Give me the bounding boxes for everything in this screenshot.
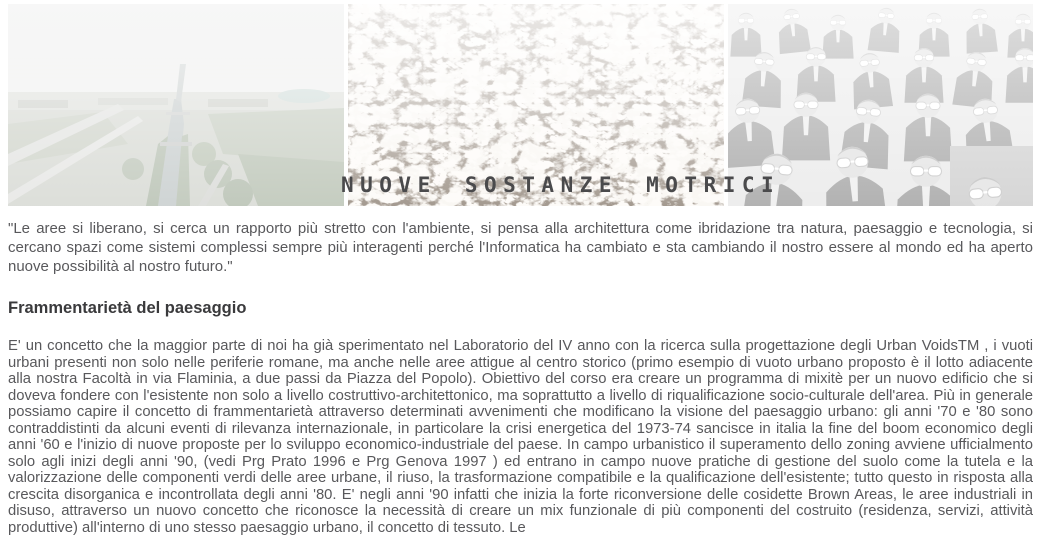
- aerial-cityscape-photo: [8, 4, 344, 206]
- intro-quote: "Le aree si liberano, si cerca un rapporto più stretto con l'ambiente, si pensa alla architettura come ibridazione tra natura, paesaggio e tecnologia, si cercano spazi come sistemi complessi sempre più interagenti perché l'Informatica ha cambiato e sta cambiando il nostro essere al mondo ed ha aperto nuove possibilità al nostro futuro.": [8, 220, 1033, 275]
- page: [0, 4, 1041, 536]
- section-body-paragraph: E' un concetto che la maggior parte di noi ha già sperimentato nel Laboratorio del IV anno con la ricerca sulla progettazione degli Urban VoidsTM , i vuoti urbani presenti non solo nelle periferie romane, ma anche nelle aree attigue al centro storico (primo esempio di vuoto urbano proposto è il lotto adiacente alla nostra Facoltà in via Flaminia, a due passi da Piazza del Popolo). Obiettivo del corso era creare un programma di mixitè per un nuovo edificio che si doveva fondere con l'esistente non solo a livello costruttivo-architettonico, ma soprattutto a livello di riqualificazione socio-culturale dell'area. Più in generale possiamo capire il concetto di frammentarietà attraverso determinati avvenimenti che modificano la visione del paesaggio urbano: gli anni '70 e '80 sono contraddistinti da alcuni eventi di rilevanza internazionale, in particolare la crisi energetica del 1973-74 sancisce in italia la fine del boom economico degli anni '60 e l'inizio di nuove proposte per lo sviluppo economico-industriale del paese. In campo urbanistico il superamento dello zoning avviene ufficialmento solo agli inizi degli anni '90, (vedi Prg Prato 1996 e Prg Genova 1997 ) ed entrano in campo nuove pratiche di gestione del suolo come la tutela e la valorizzazione delle componenti verdi delle aree urbane, il riuso, la trasformazione compatibile e la qualificazione dell'esistente; tutto questo in risposta alla crescita disorganica e incontrollata degli anni '80. E' negli anni '90 infatti che inizia la forte riconversione delle cosidette Brown Areas, le aree industriali in disuso, attraverso un nuovo concetto che riconosce la necessità di creare un mix funzionale di più componenti del costruito (residenza, servizi, attività produttive) all'interno di uno stesso paesaggio urbano, il concetto di tessuto. Le: [8, 338, 1033, 536]
- article-content: [8, 219, 1033, 536]
- aerial-cityscape-illustration: [8, 4, 344, 206]
- header-image-strip: [8, 4, 1033, 206]
- image-fade-overlay: [8, 4, 344, 206]
- section-heading: Frammentarietà del paesaggio: [8, 299, 247, 317]
- page-title: NUOVE SOSTANZE MOTRICI: [341, 173, 781, 197]
